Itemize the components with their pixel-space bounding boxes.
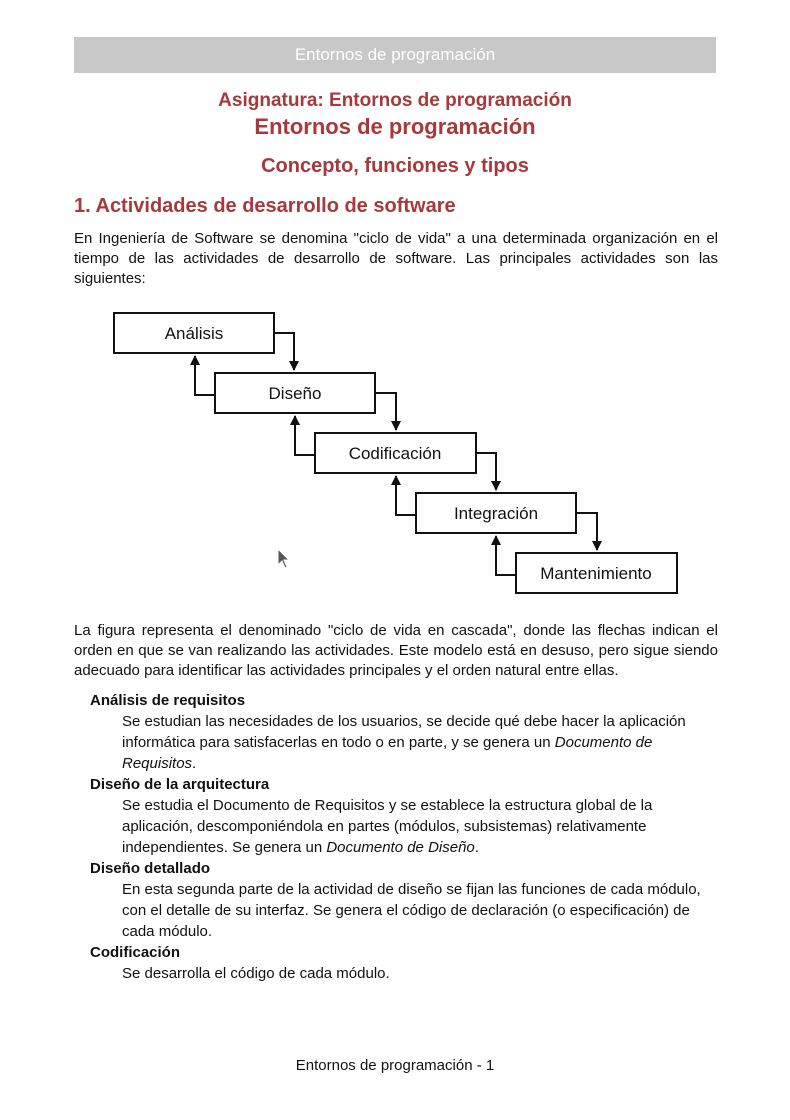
definition-text: Se estudia el Documento de Requisitos y se establece la estructura global de la aplicación, descomponiéndola en partes (módulos, subsistemas) relativamente independientes. Se genera un Documento de Diseño.	[122, 797, 653, 856]
definition-term: Diseño detallado	[90, 860, 211, 877]
stage-label-diseno: Diseño	[268, 384, 322, 403]
page-footer: Entornos de programación - 1	[295, 1057, 495, 1074]
stage-label-codificacion: Codificación	[348, 444, 442, 463]
mouse-pointer-icon	[277, 548, 291, 570]
main-title: Entornos de programación	[254, 114, 536, 139]
back-arrow-2	[295, 416, 315, 455]
definition-text: Se desarrolla el código de cada módulo.	[122, 965, 390, 982]
forward-arrow-1	[274, 333, 294, 370]
forward-arrow-3	[476, 453, 496, 490]
back-arrow-4	[496, 536, 516, 575]
caption-paragraph: La figura representa el denominado "ciclo de vida en cascada", donde las flechas indican el orden en que se van realizando las actividades. Este modelo está en desuso, pero sigue siendo adecuado para identificar las actividades principales y el orden natural entre ellas.	[74, 622, 718, 679]
definition-text: Se estudian las necesidades de los usuarios, se decide qué debe hacer la aplicación informática para satisfacerlas en todo o en parte, y se genera un Documento de Requisitos.	[122, 713, 686, 772]
definition-term: Diseño de la arquitectura	[90, 776, 270, 793]
subtitle: Concepto, funciones y tipos	[261, 155, 529, 177]
stage-label-mantenimiento: Mantenimiento	[540, 564, 652, 583]
back-arrow-1	[195, 356, 215, 395]
section-heading: 1. Actividades de desarrollo de software	[74, 195, 456, 217]
subject-title: Asignatura: Entornos de programación	[218, 90, 572, 111]
definition-list	[90, 690, 710, 984]
stage-label-integracion: Integración	[453, 504, 539, 523]
definition-text: En esta segunda parte de la actividad de diseño se fijan las funciones de cada módulo, con el detalle de su interfaz. Se genera el código de declaración (o especificación) de cada módulo.	[122, 881, 701, 940]
stage-label-analisis: Análisis	[164, 324, 224, 343]
header-title: Entornos de programación	[294, 45, 496, 64]
waterfall-diagram	[0, 300, 790, 600]
forward-arrow-4	[576, 513, 597, 550]
back-arrow-3	[396, 476, 416, 515]
intro-paragraph: En Ingeniería de Software se denomina "ciclo de vida" a una determinada organización en el tiempo de las actividades de desarrollo de software. Las principales actividades son las siguientes:	[74, 230, 718, 287]
definition-term: Codificación	[90, 944, 181, 961]
forward-arrow-2	[375, 393, 396, 430]
definition-term: Análisis de requisitos	[90, 692, 246, 709]
page-header-bar	[74, 37, 716, 73]
